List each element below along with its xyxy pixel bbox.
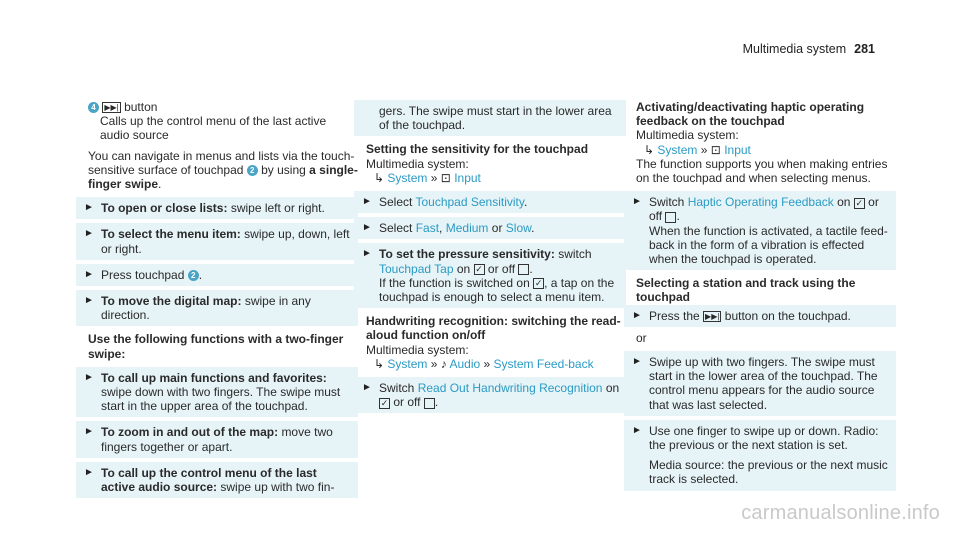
- arrow-icon: ►: [632, 309, 642, 321]
- item-description: Calls up the control menu of the last active audio source: [100, 114, 327, 143]
- arrow-icon: ►: [84, 371, 94, 383]
- step-bold: To call up main functions and favorites:: [101, 370, 327, 385]
- arrow-icon: ►: [632, 424, 642, 436]
- arrow-icon: ►: [362, 196, 372, 208]
- page-number: 281: [854, 42, 875, 56]
- chevron-icon: »: [430, 170, 438, 185]
- touchpad-badge: 2: [247, 165, 258, 176]
- step-select-speed: [354, 217, 626, 239]
- step-bold: To open or close lists:: [101, 201, 228, 216]
- arrow-icon: ►: [362, 382, 372, 394]
- step-bold: To select the menu item:: [101, 227, 241, 242]
- arrow-icon: ►: [84, 466, 94, 478]
- step-bold: To move the digital map:: [101, 294, 242, 309]
- step-control-menu: [76, 462, 358, 498]
- empty-box-icon: [518, 264, 529, 275]
- arrow-icon: ►: [84, 295, 94, 307]
- arrow-icon: ►: [84, 426, 94, 438]
- menu-system[interactable]: System: [657, 142, 698, 157]
- audio-icon: ♪: [440, 356, 447, 371]
- skip-forward-icon: ▶▶|: [705, 311, 720, 321]
- step-end: .: [434, 395, 439, 410]
- empty-box-icon: [665, 212, 676, 223]
- step-media: Media source: the previous or the next music track is selected.: [649, 458, 888, 487]
- or-text: or: [636, 330, 647, 345]
- step-text: Switch: [649, 195, 685, 210]
- step-move-map: [76, 290, 358, 326]
- empty-box-icon: [424, 398, 435, 409]
- step-text: Press touchpad: [101, 267, 185, 282]
- step-text: Switch: [379, 381, 415, 396]
- menu-arrow-icon: ↳: [644, 142, 655, 157]
- step-text: Select: [379, 221, 413, 236]
- column-2: [362, 100, 626, 417]
- step-end: .: [676, 209, 680, 224]
- intro-paragraph: [88, 149, 358, 192]
- chevron-icon: »: [483, 356, 491, 371]
- step-swipe-one: [624, 420, 896, 491]
- arrow-icon: ►: [362, 248, 372, 260]
- off-text: or off: [393, 395, 421, 410]
- step-desc-b: , a tap on the touchpad is enough to select a menu item.: [379, 275, 615, 305]
- step-text: swipe left or right.: [230, 201, 325, 216]
- menu-path: [366, 357, 626, 371]
- slow-option[interactable]: Slow: [505, 221, 532, 236]
- step-text: gers. The swipe must start in the lower area of the touchpad.: [379, 104, 612, 133]
- step-text: swipe in any direction.: [101, 294, 311, 323]
- menu-arrow-icon: ↳: [374, 170, 385, 185]
- step-select-sensitivity: [354, 191, 626, 213]
- step-bold: To call up the control menu of the last active audio source:: [101, 465, 317, 495]
- watermark: carmanualsonline.info: [741, 502, 940, 524]
- medium-option[interactable]: Medium: [445, 221, 489, 236]
- checked-box-icon: ✓: [855, 197, 864, 208]
- step-desc: If the function is switched on: [379, 275, 530, 290]
- on-text: on: [456, 261, 471, 276]
- checked-box-icon: ✓: [534, 278, 543, 289]
- step-desc: When the function is activated, a tactile feed-back in the form of a vibration is effected when the touchpad is operated.: [649, 223, 888, 267]
- handwriting-heading: Handwriting recognition: switching the read-aloud function on/off: [366, 314, 621, 343]
- menu-system-feedback[interactable]: System Feed-back: [493, 356, 594, 371]
- station-heading: Selecting a station and track using the touchpad: [636, 276, 856, 305]
- menu-arrow-icon: ↳: [374, 356, 385, 371]
- step-bold: To zoom in and out of the map:: [101, 425, 279, 440]
- touchpad-badge: 2: [188, 270, 199, 281]
- arrow-icon: ►: [632, 196, 642, 208]
- step-text: swipe up with two fin-: [220, 480, 335, 495]
- arrow-icon: ►: [84, 202, 94, 214]
- intro-end: .: [158, 177, 162, 192]
- two-finger-heading: Use the following functions with a two-finger swipe:: [88, 332, 344, 361]
- on-text: on: [837, 195, 851, 210]
- menu-path: [366, 171, 626, 185]
- fast-option[interactable]: Fast: [415, 221, 440, 236]
- step-haptic-switch: [624, 191, 896, 270]
- column-3: [632, 100, 896, 495]
- step-text: swipe up, down, left or right.: [101, 227, 350, 256]
- step-end: .: [524, 195, 528, 210]
- column-1: [84, 100, 358, 502]
- intro-text-b: by using: [261, 162, 306, 177]
- step-bold: To set the pressure sensitivity:: [379, 247, 555, 262]
- step-press-touchpad: [76, 264, 358, 286]
- chevron-icon: »: [700, 142, 708, 157]
- step-text: Press the: [649, 308, 700, 323]
- multimedia-system-label: Multimedia system:: [636, 128, 739, 143]
- checked-box-icon: ✓: [380, 397, 389, 408]
- step-press-button: [624, 305, 896, 327]
- arrow-icon: ►: [84, 268, 94, 280]
- haptic-heading: Activating/deactivating haptic operating feedback on the touchpad: [636, 100, 865, 129]
- step-zoom-map: [76, 421, 358, 457]
- off-text: or off: [487, 261, 516, 276]
- intro-bold: a single-finger swipe: [88, 162, 358, 192]
- off-text: or off: [649, 195, 879, 224]
- read-out-link[interactable]: Read Out Handwriting Recognition: [417, 381, 603, 396]
- menu-path: [636, 143, 896, 157]
- step-read-out: [354, 377, 626, 413]
- separator: ,: [439, 221, 443, 236]
- or-text: or: [491, 221, 503, 236]
- arrow-icon: ►: [632, 356, 642, 368]
- touchpad-tap-link[interactable]: Touchpad Tap: [379, 261, 454, 276]
- step-text: swipe down with two fingers. The swipe must start in the upper area of the touchpad.: [101, 385, 341, 414]
- step-open-close-lists: [76, 197, 358, 219]
- multimedia-system-label: Multimedia system:: [366, 342, 469, 357]
- skip-forward-icon: ▶▶|: [104, 103, 119, 113]
- step-text: switch: [558, 247, 592, 262]
- haptic-description: The function supports you when making entries on the touchpad and when selecting menus.: [636, 156, 888, 186]
- arrow-icon: ►: [84, 228, 94, 240]
- item-title: button: [124, 100, 158, 114]
- step-pressure: ► To set the pressure sensitivity: switch Touchpad Tap on ✓ or off . If the function is switched on ✓ , a tap on the touchpad is enough to select a menu item.: [354, 243, 626, 308]
- menu-input[interactable]: Input: [454, 170, 481, 185]
- chevron-icon: »: [430, 356, 438, 371]
- menu-system[interactable]: System: [387, 170, 428, 185]
- input-icon: ⊡: [710, 142, 721, 157]
- menu-audio[interactable]: Audio: [449, 356, 481, 371]
- step-text: move two fingers together or apart.: [101, 425, 333, 454]
- intro-text: You can navigate in menus and lists via the touch-sensitive surface of touchpad: [88, 148, 355, 177]
- menu-input[interactable]: Input: [724, 142, 751, 157]
- on-text: on: [605, 381, 620, 396]
- button-item: [88, 100, 358, 143]
- step-swipe-two: [624, 351, 896, 416]
- step-end: .: [198, 267, 203, 282]
- menu-system[interactable]: System: [387, 356, 428, 371]
- page-header: [743, 42, 875, 56]
- arrow-icon: ►: [362, 222, 372, 234]
- step-text: Use one finger to swipe up or down. Radio: the previous or the next station is set.: [649, 423, 879, 453]
- item-number-badge: 4: [88, 102, 99, 113]
- multimedia-system-label: Multimedia system:: [366, 156, 469, 171]
- step-select-menu-item: [76, 223, 358, 259]
- step-text: Swipe up with two fingers. The swipe must start in the lower area of the touchpad. The control menu appears for the audio source that was last selected.: [649, 355, 878, 412]
- checked-box-icon: ✓: [475, 263, 483, 274]
- step-text: Select: [379, 195, 413, 210]
- step-continued: [354, 100, 626, 136]
- touchpad-sensitivity-link[interactable]: Touchpad Sensitivity: [415, 195, 524, 210]
- step-end: .: [531, 221, 535, 236]
- input-icon: ⊡: [440, 170, 451, 185]
- step-text-b: button on the touchpad.: [724, 308, 851, 323]
- sensitivity-heading: Setting the sensitivity for the touchpad: [366, 142, 589, 157]
- header-title: Multimedia system: [742, 42, 847, 56]
- haptic-feedback-link[interactable]: Haptic Operating Feedback: [687, 195, 834, 210]
- step-main-functions: [76, 367, 358, 418]
